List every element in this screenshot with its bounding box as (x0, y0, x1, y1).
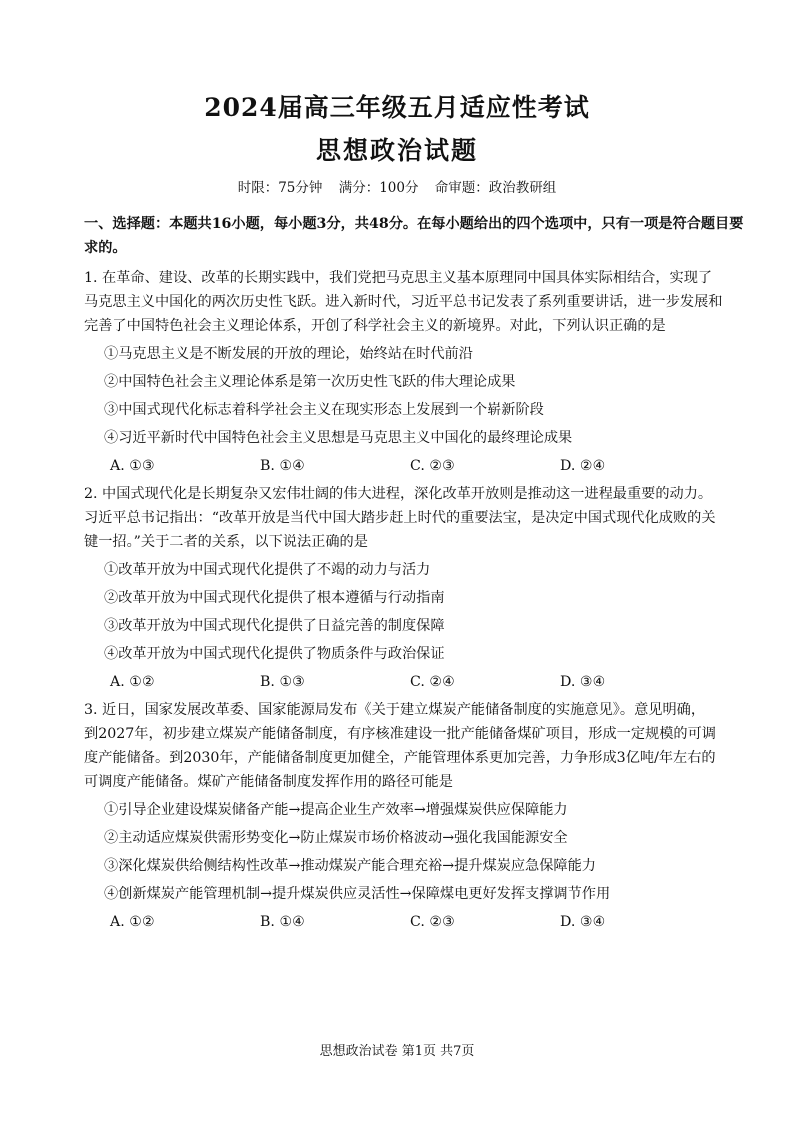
statement-option: ②中国特色社会主义理论体系是第一次历史性飞跃的伟大理论成果 (104, 374, 516, 390)
answer-choices (84, 670, 746, 694)
stem-line: 2. 中国式现代化是长期复杂又宏伟壮阔的伟大进程，深化改革开放则是推动这一进程最重要的动力。 (84, 486, 713, 502)
answer-choices (84, 454, 746, 478)
statement-option: ①改革开放为中国式现代化提供了不竭的动力与活力 (104, 562, 431, 578)
stem-line: 键一招。”关于二者的关系，以下说法正确的是 (84, 534, 368, 550)
section-heading: 一、选择题：本题共16小题，每小题3分，共48分。在每小题给出的四个选项中，只有一项是符合题目要求的。 (84, 216, 744, 256)
exam-title: 2024届高三年级五月适应性考试 (204, 93, 590, 122)
time-limit: 时限：75分钟 (237, 180, 323, 196)
choice-d: D. ③④ (560, 914, 606, 930)
question-stem (84, 266, 746, 338)
choice-d: D. ③④ (560, 674, 606, 690)
question-stem (84, 482, 746, 554)
full-score: 满分：100分 (338, 180, 419, 196)
setter: 命审题：政治教研组 (434, 180, 557, 196)
statement-option: ③中国式现代化标志着科学社会主义在现实形态上发展到一个崭新阶段 (104, 402, 544, 418)
subject-title: 思想政治试题 (315, 136, 478, 165)
page-footer: 思想政治试卷 第1页 共7页 (319, 1044, 475, 1059)
stem-line: 习近平总书记指出：“改革开放是当代中国大踏步赶上时代的重要法宝，是决定中国式现代化成败的关 (84, 510, 716, 526)
answer-choices (84, 910, 746, 934)
question-2 (84, 482, 746, 694)
choice-b: B. ①④ (260, 914, 305, 930)
question-1 (84, 266, 746, 478)
stem-line: 可调度产能储备。煤矿产能储备制度发挥作用的路径可能是 (84, 774, 453, 790)
statement-option: ③改革开放为中国式现代化提供了日益完善的制度保障 (104, 618, 445, 634)
choice-a: A. ①② (110, 674, 155, 690)
stem-line: 马克思主义中国化的两次历史性飞跃。进入新时代，习近平总书记发表了系列重要讲话，进一步发展和 (84, 294, 723, 310)
choice-c: C. ②④ (410, 674, 455, 690)
question-content (84, 212, 746, 938)
statement-option: ④创新煤炭产能管理机制→提升煤炭供应灵活性→保障煤电更好发挥支撑调节作用 (104, 886, 611, 902)
stem-line: 3. 近日，国家发展改革委、国家能源局发布《关于建立煤炭产能储备制度的实施意见》。意见明确， (84, 702, 706, 718)
choice-c: C. ②③ (410, 914, 455, 930)
choice-a: A. ①③ (110, 458, 155, 474)
statement-option: ②改革开放为中国式现代化提供了根本遵循与行动指南 (104, 590, 445, 606)
stem-line: 到2027年，初步建立煤炭产能储备制度，有序核准建设一批产能储备煤矿项目，形成一定规模的可调 (84, 726, 716, 742)
stem-line: 度产能储备。到2030年，产能储备制度更加健全，产能管理体系更加完善，力争形成3亿吨/年左右的 (84, 750, 716, 766)
choice-b: B. ①④ (260, 458, 305, 474)
choice-b: B. ①③ (260, 674, 305, 690)
stem-line: 1. 在革命、建设、改革的长期实践中，我们党把马克思主义基本原理同中国具体实际相结合，实现了 (84, 270, 713, 286)
choice-c: C. ②③ (410, 458, 455, 474)
choice-d: D. ②④ (560, 458, 606, 474)
statement-option: ④改革开放为中国式现代化提供了物质条件与政治保证 (104, 646, 445, 662)
question-3 (84, 698, 746, 934)
stem-line: 完善了中国特色社会主义理论体系，开创了科学社会主义的新境界。对此，下列认识正确的是 (84, 318, 666, 334)
statement-option: ①引导企业建设煤炭储备产能→提高企业生产效率→增强煤炭供应保障能力 (104, 802, 568, 818)
statement-option: ④习近平新时代中国特色社会主义思想是马克思主义中国化的最终理论成果 (104, 430, 573, 446)
statement-option: ②主动适应煤炭供需形势变化→防止煤炭市场价格波动→强化我国能源安全 (104, 830, 568, 846)
exam-meta (0, 176, 794, 196)
question-stem (84, 698, 746, 794)
choice-a: A. ①② (110, 914, 155, 930)
statement-option: ③深化煤炭供给侧结构性改革→推动煤炭产能合理充裕→提升煤炭应急保障能力 (104, 858, 596, 874)
statement-option: ①马克思主义是不断发展的开放的理论，始终站在时代前沿 (104, 346, 473, 362)
